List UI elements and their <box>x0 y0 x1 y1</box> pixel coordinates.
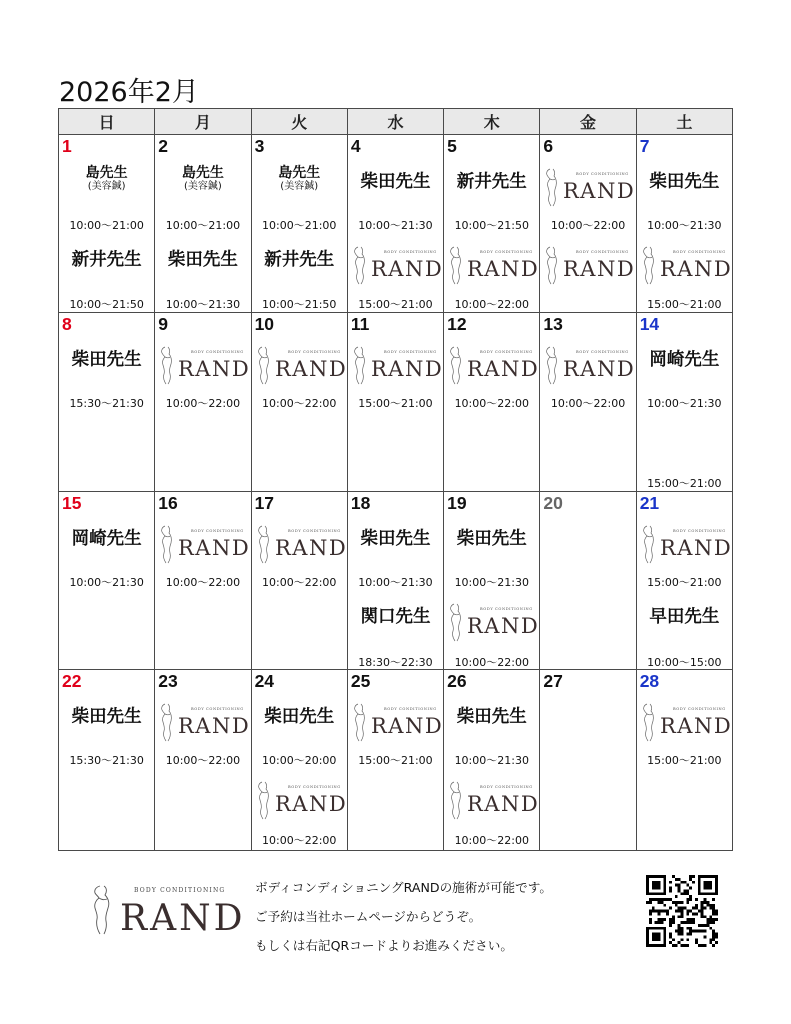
weekday-sat: 土 <box>636 109 732 135</box>
day-number: 28 <box>639 671 660 691</box>
calendar-day-cell[interactable] <box>540 670 636 851</box>
time-range: 10:00～21:30 <box>647 219 722 232</box>
footer-line-2: ご予約は当社ホームページからどうぞ。 <box>255 909 482 924</box>
teacher-name: 柴田先生 <box>360 529 431 549</box>
logo-tagline: BODY CONDITIONING <box>672 707 726 711</box>
teacher-entry <box>444 706 539 728</box>
day-number: 22 <box>62 671 82 691</box>
calendar-week-row <box>59 135 733 313</box>
calendar-day-cell[interactable] <box>540 492 636 670</box>
teacher-name: 島先生 <box>181 165 224 181</box>
teacher-name: 柴田先生 <box>167 250 238 270</box>
logo-wordmark: RAND <box>120 898 246 939</box>
footer-line-3: もしくは右記QRコードよりお進みください。 <box>255 938 513 953</box>
time-range: 15:00～21:00 <box>647 298 722 311</box>
calendar-day-cell[interactable] <box>251 135 347 313</box>
calendar-week-row <box>59 670 733 851</box>
calendar-day-cell[interactable] <box>444 670 540 851</box>
rand-logo-icon <box>639 243 733 287</box>
calendar-week-row <box>59 492 733 670</box>
rand-logo-icon <box>254 343 348 387</box>
rand-brand-logo <box>86 878 246 939</box>
calendar-week-row <box>59 313 733 492</box>
teacher-name: 柴田先生 <box>456 529 527 549</box>
teacher-name: 新井先生 <box>456 172 527 192</box>
time-range: 10:00～22:00 <box>454 656 529 669</box>
rand-entry <box>446 778 540 822</box>
rand-entry <box>254 778 348 822</box>
rand-entry <box>542 243 636 287</box>
day-number: 25 <box>350 671 371 691</box>
teacher-entry <box>59 165 154 193</box>
time-range: 15:00～21:00 <box>647 754 722 767</box>
logo-tagline: BODY CONDITIONING <box>480 607 533 611</box>
logo-wordmark: RAND <box>467 257 540 281</box>
treatment-note: (美容鍼) <box>184 181 222 192</box>
time-range: 10:00～21:50 <box>262 298 337 311</box>
logo-tagline: BODY CONDITIONING <box>480 250 533 254</box>
logo-tagline: BODY CONDITIONING <box>480 785 533 789</box>
calendar-day-cell[interactable] <box>59 670 155 851</box>
rand-entry <box>157 343 251 387</box>
calendar-day-cell[interactable] <box>636 492 732 670</box>
treatment-note: (美容鍼) <box>87 181 126 192</box>
logo-wordmark: RAND <box>370 357 444 381</box>
time-range: 15:00～21:00 <box>358 298 433 311</box>
time-range: 10:00～22:00 <box>165 576 241 589</box>
logo-tagline: BODY CONDITIONING <box>191 707 245 711</box>
time-range: 10:00～21:30 <box>69 576 144 589</box>
weekday-fri: 金 <box>540 109 636 135</box>
teacher-entry <box>348 528 443 550</box>
day-number: 27 <box>543 671 563 691</box>
rand-entry <box>350 243 444 287</box>
teacher-name: 柴田先生 <box>264 707 335 727</box>
rand-logo-icon <box>157 522 251 566</box>
day-number: 5 <box>447 136 457 156</box>
treatment-note: (美容鍼) <box>280 181 319 192</box>
rand-entry <box>542 165 636 209</box>
day-number: 7 <box>639 136 650 156</box>
day-number: 2 <box>158 136 169 156</box>
logo-wordmark: RAND <box>563 357 636 381</box>
rand-entry <box>350 700 444 744</box>
rand-entry <box>446 243 540 287</box>
logo-tagline: BODY CONDITIONING <box>672 529 726 533</box>
logo-wordmark: RAND <box>370 257 444 281</box>
calendar-day-cell[interactable] <box>444 492 540 670</box>
time-range: 10:00～22:00 <box>454 397 529 410</box>
time-range: 10:00～22:00 <box>550 397 626 410</box>
rand-logo-icon <box>254 522 348 566</box>
logo-tagline: BODY CONDITIONING <box>191 350 245 354</box>
weekday-tue: 火 <box>251 109 347 135</box>
calendar-day-cell[interactable] <box>636 135 732 313</box>
time-range: 10:00～21:50 <box>69 298 144 311</box>
logo-tagline: BODY CONDITIONING <box>672 250 726 254</box>
teacher-entry <box>444 171 539 193</box>
rand-entry <box>350 343 444 387</box>
calendar-day-cell[interactable] <box>636 670 732 851</box>
day-number: 12 <box>447 314 467 334</box>
calendar-day-cell[interactable] <box>540 313 636 492</box>
teacher-name: 柴田先生 <box>456 707 527 727</box>
weekday-header-row <box>59 109 733 135</box>
teacher-name: 柴田先生 <box>360 172 431 192</box>
logo-wordmark: RAND <box>178 357 251 381</box>
rand-entry <box>639 700 733 744</box>
rand-entry <box>446 600 540 644</box>
time-range: 15:00～21:00 <box>358 397 433 410</box>
time-range: 15:00～21:00 <box>647 477 722 490</box>
rand-logo-icon <box>446 600 540 644</box>
time-range: 10:00～22:00 <box>454 834 529 847</box>
teacher-name: 新井先生 <box>264 250 335 270</box>
day-number: 9 <box>158 314 169 334</box>
time-range: 15:30～21:30 <box>69 397 144 410</box>
logo-wordmark: RAND <box>467 357 540 381</box>
day-number: 1 <box>62 136 72 156</box>
logo-wordmark: RAND <box>178 714 251 738</box>
time-range: 15:00～21:00 <box>358 754 433 767</box>
footer-line-1: ボディコンディショニングRANDの施術が可能です。 <box>255 880 552 895</box>
logo-wordmark: RAND <box>659 714 732 738</box>
day-number: 21 <box>639 493 660 513</box>
calendar-day-cell[interactable] <box>540 135 636 313</box>
time-range: 10:00～21:30 <box>358 219 433 232</box>
time-range: 10:00～21:30 <box>358 576 433 589</box>
teacher-entry <box>155 165 250 193</box>
rand-logo-icon <box>542 343 636 387</box>
rand-entry <box>639 522 733 566</box>
teacher-name: 岡崎先生 <box>649 350 720 370</box>
calendar-day-cell[interactable] <box>59 135 155 313</box>
day-number: 24 <box>254 671 275 691</box>
day-number: 15 <box>62 493 82 513</box>
rand-logo-icon <box>639 700 733 744</box>
rand-logo-icon <box>639 522 733 566</box>
calendar-day-cell[interactable] <box>155 492 251 670</box>
logo-tagline: BODY CONDITIONING <box>480 350 533 354</box>
teacher-entry <box>59 249 154 271</box>
teacher-entry <box>637 171 732 193</box>
teacher-name: 岡崎先生 <box>71 529 142 549</box>
calendar-title: 2026年2月 <box>59 77 199 108</box>
rand-entry <box>542 343 636 387</box>
calendar-day-cell[interactable] <box>155 135 251 313</box>
day-number: 23 <box>158 671 178 691</box>
teacher-name: 島先生 <box>85 165 128 181</box>
rand-entry <box>254 522 348 566</box>
calendar-day-cell[interactable] <box>347 670 443 851</box>
rand-logo-icon <box>542 165 636 209</box>
teacher-name: 島先生 <box>278 165 321 181</box>
rand-logo-icon <box>350 343 444 387</box>
logo-wordmark: RAND <box>467 614 540 638</box>
weekday-mon: 月 <box>155 109 251 135</box>
logo-wordmark: RAND <box>467 792 540 816</box>
calendar-day-cell[interactable] <box>347 135 443 313</box>
logo-tagline: BODY CONDITIONING <box>576 250 630 254</box>
calendar-day-cell[interactable] <box>444 135 540 313</box>
calendar-day-cell[interactable] <box>444 313 540 492</box>
calendar-day-cell[interactable] <box>251 670 347 851</box>
logo-wordmark: RAND <box>274 357 347 381</box>
rand-logo-icon <box>446 243 540 287</box>
calendar-day-cell[interactable] <box>155 313 251 492</box>
time-range: 10:00～22:00 <box>165 397 241 410</box>
logo-tagline: BODY CONDITIONING <box>287 785 341 789</box>
teacher-entry <box>444 528 539 550</box>
day-number: 17 <box>254 493 275 513</box>
logo-tagline: BODY CONDITIONING <box>287 529 341 533</box>
logo-tagline: BODY CONDITIONING <box>287 350 341 354</box>
time-range: 10:00～21:30 <box>165 298 241 311</box>
weekday-sun: 日 <box>59 109 155 135</box>
teacher-entry <box>637 606 732 628</box>
rand-logo-icon <box>542 243 636 287</box>
time-range: 10:00～22:00 <box>262 834 337 847</box>
day-number: 16 <box>158 493 178 513</box>
time-range: 10:00～21:30 <box>647 397 722 410</box>
logo-tagline: BODY CONDITIONING <box>383 350 437 354</box>
calendar-day-cell[interactable] <box>347 313 443 492</box>
day-number: 13 <box>543 314 563 334</box>
rand-logo-icon <box>446 343 540 387</box>
teacher-entry <box>348 171 443 193</box>
logo-tagline: BODY CONDITIONING <box>191 529 245 533</box>
time-range: 10:00～22:00 <box>454 298 529 311</box>
day-number: 6 <box>543 136 554 156</box>
rand-entry <box>254 343 348 387</box>
logo-wordmark: RAND <box>659 536 732 560</box>
calendar-day-cell[interactable] <box>251 492 347 670</box>
calendar-grid <box>58 108 733 851</box>
teacher-entry <box>59 349 154 371</box>
logo-tagline: BODY CONDITIONING <box>576 172 630 176</box>
teacher-name: 新井先生 <box>71 250 142 270</box>
day-number: 4 <box>350 136 361 156</box>
rand-logo-icon <box>157 700 251 744</box>
logo-tagline: BODY CONDITIONING <box>383 250 437 254</box>
time-range: 10:00～22:00 <box>262 397 337 410</box>
logo-wordmark: RAND <box>563 257 636 281</box>
calendar-day-cell[interactable] <box>251 313 347 492</box>
rand-entry <box>157 700 251 744</box>
day-number: 14 <box>639 314 660 334</box>
time-range: 10:00～22:00 <box>550 219 626 232</box>
rand-entry <box>639 243 733 287</box>
rand-entry <box>446 343 540 387</box>
weekday-wed: 水 <box>347 109 443 135</box>
time-range: 15:00～21:00 <box>647 576 722 589</box>
time-range: 10:00～22:00 <box>165 754 241 767</box>
rand-logo-icon <box>446 778 540 822</box>
time-range: 10:00～15:00 <box>647 656 722 669</box>
logo-tagline: BODY CONDITIONING <box>134 887 226 894</box>
logo-wordmark: RAND <box>370 714 444 738</box>
calendar-day-cell[interactable] <box>59 492 155 670</box>
weekday-thu: 木 <box>444 109 540 135</box>
footer-info <box>255 873 552 960</box>
time-range: 10:00～20:00 <box>262 754 337 767</box>
rand-logo-icon <box>254 778 348 822</box>
teacher-name: 柴田先生 <box>71 350 142 370</box>
rand-logo-icon <box>350 243 444 287</box>
teacher-entry <box>637 349 732 371</box>
day-number: 3 <box>254 136 265 156</box>
time-range: 10:00～21:30 <box>454 754 529 767</box>
time-range: 10:00～21:00 <box>69 219 144 232</box>
logo-wordmark: RAND <box>659 257 732 281</box>
day-number: 10 <box>254 314 275 334</box>
calendar-day-cell[interactable] <box>59 313 155 492</box>
rand-entry <box>157 522 251 566</box>
time-range: 15:30～21:30 <box>69 754 144 767</box>
day-number: 26 <box>447 671 467 691</box>
teacher-entry <box>252 249 347 271</box>
time-range: 10:00～22:00 <box>262 576 337 589</box>
teacher-name: 早田先生 <box>649 607 720 627</box>
teacher-name: 柴田先生 <box>649 172 720 192</box>
teacher-entry <box>155 249 250 271</box>
logo-tagline: BODY CONDITIONING <box>576 350 630 354</box>
logo-wordmark: RAND <box>178 536 251 560</box>
teacher-entry <box>59 706 154 728</box>
logo-wordmark: RAND <box>274 536 347 560</box>
teacher-entry <box>348 606 443 628</box>
day-number: 18 <box>350 493 371 513</box>
time-range: 10:00～21:00 <box>262 219 337 232</box>
rand-logo-icon <box>157 343 251 387</box>
qr-code[interactable] <box>646 875 718 947</box>
logo-wordmark: RAND <box>274 792 347 816</box>
day-number: 20 <box>543 493 563 513</box>
teacher-name: 関口先生 <box>360 607 431 627</box>
logo-tagline: BODY CONDITIONING <box>383 707 437 711</box>
teacher-entry <box>59 528 154 550</box>
logo-wordmark: RAND <box>563 179 636 203</box>
time-range: 18:30～22:30 <box>358 656 433 669</box>
calendar-day-cell[interactable] <box>347 492 443 670</box>
teacher-name: 柴田先生 <box>71 707 142 727</box>
time-range: 10:00～21:30 <box>454 576 529 589</box>
teacher-entry <box>252 706 347 728</box>
day-number: 19 <box>447 493 467 513</box>
day-number: 11 <box>350 314 370 334</box>
day-number: 8 <box>62 314 72 334</box>
calendar-day-cell[interactable] <box>636 313 732 492</box>
calendar-day-cell[interactable] <box>155 670 251 851</box>
teacher-entry <box>252 165 347 193</box>
time-range: 10:00～21:50 <box>454 219 529 232</box>
time-range: 10:00～21:00 <box>165 219 241 232</box>
rand-logo-icon <box>350 700 444 744</box>
